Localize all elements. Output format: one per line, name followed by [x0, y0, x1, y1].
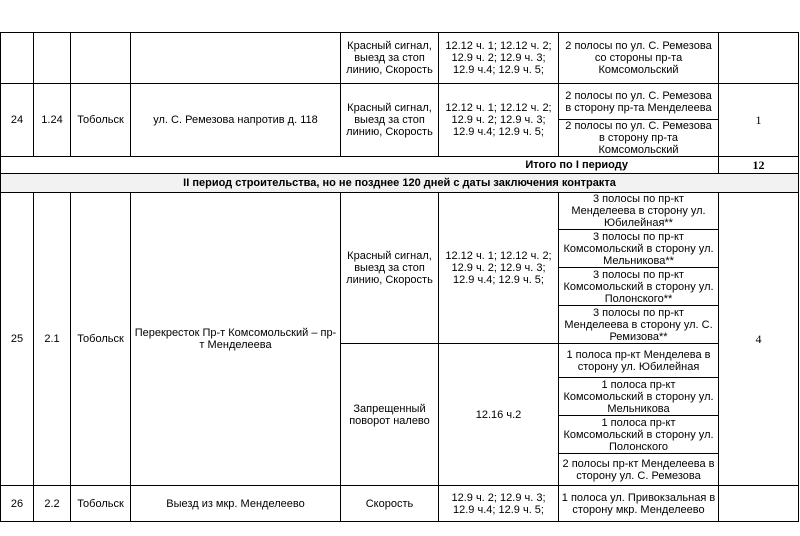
count-cell: 4 [719, 193, 799, 486]
period-total-row [1, 157, 799, 174]
lane-cell: 2 полосы по ул. С. Ремезова в сторону пр-та Комсомольский [559, 120, 719, 157]
table-row [1, 193, 799, 230]
articles-cell: 12.12 ч. 1; 12.12 ч. 2; 12.9 ч. 2; 12.9 ч. 3; 12.9 ч.4; 12.9 ч. 5; [439, 33, 559, 84]
count-cell: 1 [719, 84, 799, 157]
table-row [1, 486, 799, 522]
lane-cell: 3 полосы по пр-кт Менделеева в сторону ул. Юбилейная** [559, 193, 719, 230]
violation-cell: Красный сигнал, выезд за стоп линию, Скорость [341, 193, 439, 344]
row-code-cell [34, 33, 71, 84]
violation-cell: Запрещенный поворот налево [341, 344, 439, 486]
city-cell [71, 33, 131, 84]
address-cell: ул. С. Ремезова напротив д. 118 [131, 84, 341, 157]
violations-table [0, 32, 799, 522]
lane-cell: 1 полоса ул. Привокзальная в сторону мкр. Менделеево [559, 486, 719, 522]
period-total-label: Итого по I периоду [1, 157, 719, 174]
city-cell: Тобольск [71, 193, 131, 486]
address-cell: Перекресток Пр-т Комсомольский – пр-т Менделеева [131, 193, 341, 486]
period-header-row [1, 174, 799, 193]
period-header: II период строительства, но не позднее 120 дней с даты заключения контракта [1, 174, 799, 193]
period-total-value: 12 [719, 157, 799, 174]
violation-cell: Красный сигнал, выезд за стоп линию, Скорость [341, 84, 439, 157]
lane-cell: 2 полосы пр-кт Менделеева в сторону ул. С. Ремезова [559, 454, 719, 486]
address-cell [131, 33, 341, 84]
articles-cell: 12.9 ч. 2; 12.9 ч. 3; 12.9 ч.4; 12.9 ч. 5; [439, 486, 559, 522]
lane-cell: 1 полоса пр-кт Комсомольский в сторону ул. Полонского [559, 416, 719, 454]
row-number-cell [1, 33, 34, 84]
page-top-edge [0, 0, 800, 32]
lane-cell: 3 полосы по пр-кт Комсомольский в сторону ул. Мельникова** [559, 230, 719, 268]
count-cell [719, 33, 799, 84]
articles-cell: 12.12 ч. 1; 12.12 ч. 2; 12.9 ч. 2; 12.9 ч. 3; 12.9 ч.4; 12.9 ч. 5; [439, 193, 559, 344]
violation-cell: Красный сигнал, выезд за стоп линию, Скорость [341, 33, 439, 84]
lane-cell: 1 полоса пр-кт Комсомольский в сторону ул. Мельникова [559, 378, 719, 416]
city-cell: Тобольск [71, 486, 131, 522]
lane-cell: 2 полосы по ул. С. Ремезова в сторону пр-та Менделеева [559, 84, 719, 120]
row-number-cell: 25 [1, 193, 34, 486]
row-code-cell: 2.2 [34, 486, 71, 522]
row-code-cell: 2.1 [34, 193, 71, 486]
table-row [1, 84, 799, 120]
city-cell: Тобольск [71, 84, 131, 157]
table-row [1, 33, 799, 84]
lane-cell: 1 полоса пр-кт Менделева в сторону ул. Юбилейная [559, 344, 719, 378]
articles-cell: 12.16 ч.2 [439, 344, 559, 486]
row-number-cell: 24 [1, 84, 34, 157]
lane-cell: 2 полосы по ул. С. Ремезова со стороны пр-та Комсомольский [559, 33, 719, 84]
address-cell: Выезд из мкр. Менделеево [131, 486, 341, 522]
row-number-cell: 26 [1, 486, 34, 522]
articles-cell: 12.12 ч. 1; 12.12 ч. 2; 12.9 ч. 2; 12.9 ч. 3; 12.9 ч.4; 12.9 ч. 5; [439, 84, 559, 157]
violation-cell: Скорость [341, 486, 439, 522]
lane-cell: 3 полосы по пр-кт Комсомольский в сторону ул. Полонского** [559, 268, 719, 306]
row-code-cell: 1.24 [34, 84, 71, 157]
count-cell [719, 486, 799, 522]
lane-cell: 3 полосы по пр-кт Менделеева в сторону ул. С. Ремизова** [559, 306, 719, 344]
